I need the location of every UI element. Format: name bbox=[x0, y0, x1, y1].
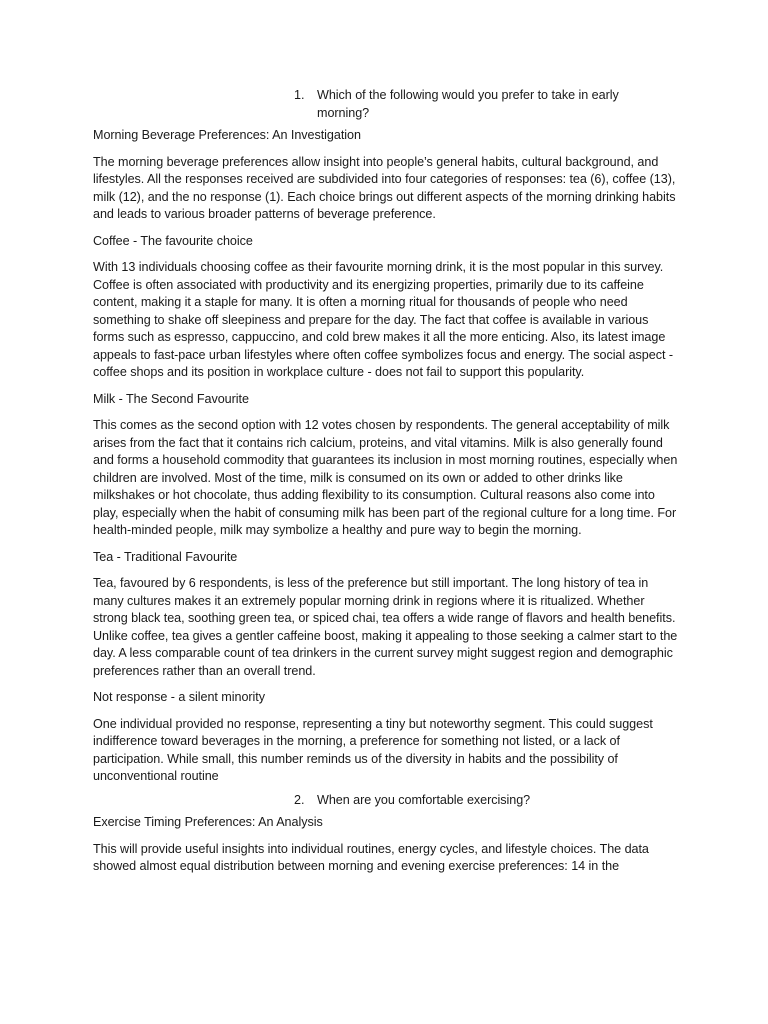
question-1 bbox=[93, 87, 678, 122]
question-2-number: 2. bbox=[294, 792, 305, 807]
beverage-section-title: Morning Beverage Preferences: An Investigation bbox=[93, 128, 361, 142]
exercise-section-title: Exercise Timing Preferences: An Analysis bbox=[93, 815, 323, 829]
no-response-paragraph: One individual provided no response, representing a tiny but noteworthy segment. This could suggest indifference toward beverages in the morning, a preference for something not listed, or a lack of participation. While small, this number reminds us of the diversity in habits and the possibility of unconventional routine bbox=[93, 716, 653, 783]
document-body bbox=[93, 87, 678, 885]
question-2 bbox=[93, 792, 678, 810]
tea-paragraph: Tea, favoured by 6 respondents, is less of the preference but still important. The long history of tea in many cultures makes it an extremely popular morning drink in regions where it is ritualized. Whether strong black tea, soothing green tea, or spiced chai, tea offers a wide range of flavors and health benefits. Unlike coffee, tea gives a gentler caffeine boost, making it appealing to those seeking a calmer start to the day. A less comparable count of tea drinkers in the current survey might suggest region and demographic preferences rather than an overall trend. bbox=[93, 576, 678, 678]
no-response-heading: Not response - a silent minority bbox=[93, 690, 265, 704]
coffee-heading: Coffee - The favourite choice bbox=[93, 233, 253, 248]
question-2-text: When are you comfortable exercising? bbox=[317, 792, 531, 807]
beverage-intro-paragraph: The morning beverage preferences allow insight into people’s general habits, cultural background, and lifestyles. All the responses received are subdivided into four categories of responses: tea (6), coffee (13), milk (12), and the no response (1). Each choice brings out different aspects of the morning drinking habits and leads to various broader patterns of beverage preference. bbox=[93, 154, 676, 221]
question-1-text: Which of the following would you prefer to take in early morning? bbox=[317, 88, 619, 120]
question-1-number: 1. bbox=[294, 88, 305, 102]
exercise-intro-paragraph: This will provide useful insights into individual routines, energy cycles, and lifestyle choices. The data showed almost equal distribution between morning and evening exercise preferences: 14 in the bbox=[93, 841, 649, 873]
milk-paragraph: This comes as the second option with 12 votes chosen by respondents. The general acceptability of milk arises from the fact that it contains rich calcium, proteins, and vital vitamins. Milk is also generally found and forms a household commodity that guarantees its inclusion in most morning routines, especially when children are involved. Most of the time, milk is consumed on its own or added to other drinks like milkshakes or hot chocolate, thus adding flexibility to its consumption. Cultural reasons also come into play, especially when the habit of consuming milk has been part of the regional culture for a long time. For health-minded people, milk may symbolize a healthy and pure way to begin the morning. bbox=[93, 418, 678, 537]
tea-heading: Tea - Traditional Favourite bbox=[93, 549, 238, 564]
coffee-paragraph: With 13 individuals choosing coffee as their favourite morning drink, it is the most popular in this survey. Coffee is often associated with productivity and its energizing properties, primarily due to its caffeine content, making it a staple for many. It is often a morning ritual for thousands of people who need something to shake off sleepiness and prepare for the day. The fact that coffee is available in various forms such as espresso, cappuccino, and cold brew makes it all the more enticing. Also, its latest image appeals to fast-pace urban lifestyles where often coffee symbolizes focus and energy. The social aspect - coffee shops and its position in workplace culture - does not fail to support this popularity. bbox=[93, 260, 673, 379]
milk-heading: Milk - The Second Favourite bbox=[93, 391, 249, 406]
